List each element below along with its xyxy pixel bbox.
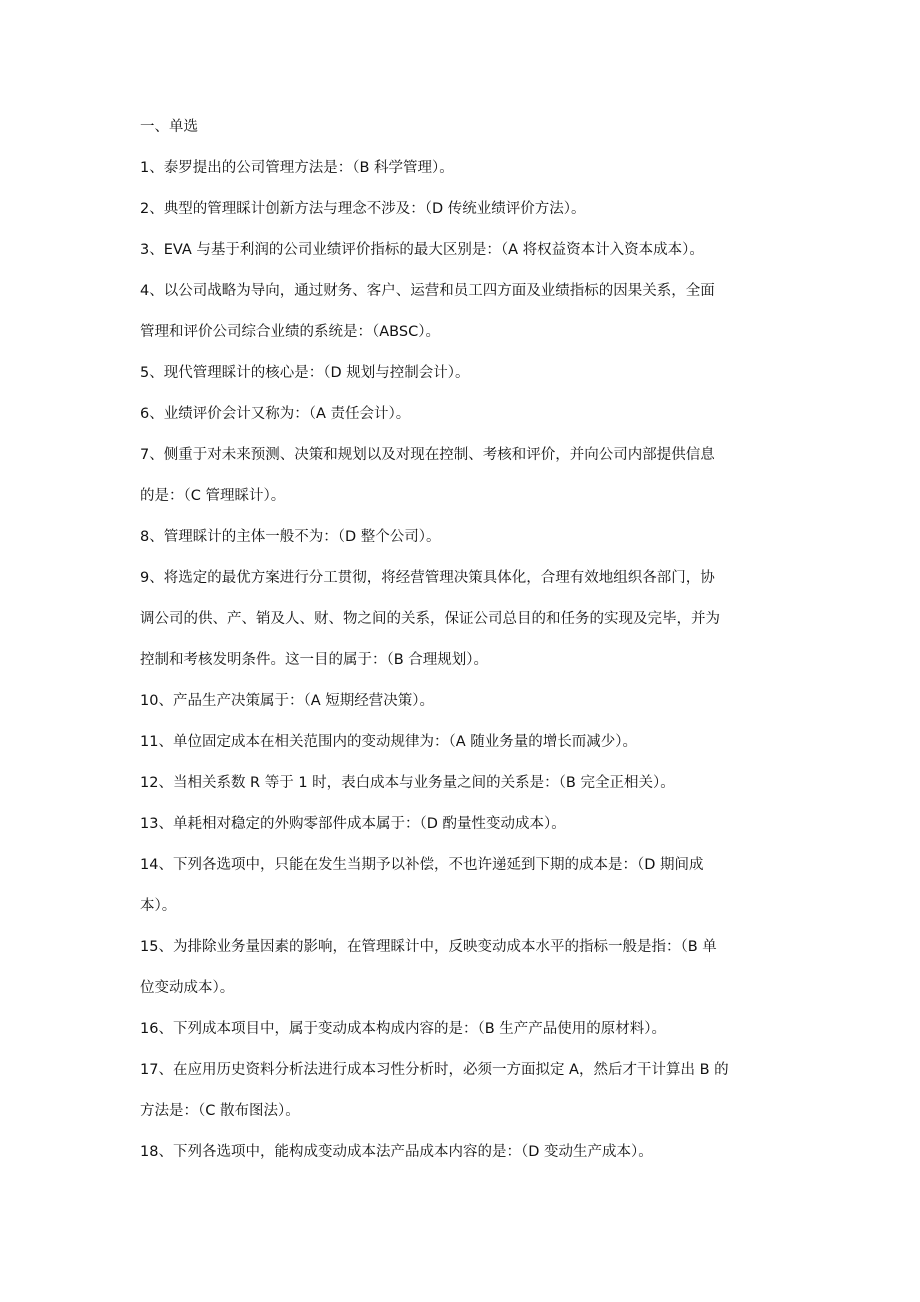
question-item	[140, 363, 788, 383]
question-text-line: 14、下列各选项中，只能在发生当期予以补偿，不也许递延到下期的成本是：（D 期间成	[140, 857, 704, 873]
question-text-line: 16、下列成本项目中，属于变动成本构成内容的是：（B 生产产品使用的原材料）。	[140, 1021, 667, 1037]
question-text-line: 本）。	[140, 898, 177, 914]
question-item	[140, 1060, 788, 1121]
question-text-line: 的是：（C 管理睬计）。	[140, 488, 286, 504]
question-text-line: 方法是：（C 散布图法）。	[140, 1103, 300, 1119]
question-item	[140, 1019, 788, 1039]
question-item	[140, 732, 788, 752]
question-text-line: 调公司的供、产、销及人、财、物之间的关系，保证公司总目的和任务的实现及完毕，并为	[140, 611, 720, 627]
question-item	[140, 568, 788, 670]
question-item	[140, 158, 788, 178]
question-text-line: 控制和考核发明条件。这一目的属于：（B 合理规划）。	[140, 652, 489, 668]
section-title: 一、单选	[140, 119, 198, 135]
question-list	[140, 158, 788, 1162]
question-text-line: 18、下列各选项中，能构成变动成本法产品成本内容的是：（D 变动生产成本）。	[140, 1144, 653, 1160]
question-item	[140, 814, 788, 834]
question-text-line: 17、在应用历史资料分析法进行成本习性分析时，必须一方面拟定 A，然后才干计算出 B 的	[140, 1062, 729, 1078]
question-text-line: 9、将选定的最优方案进行分工贯彻，将经营管理决策具体化，合理有效地组织各部门，协	[140, 570, 715, 586]
document-body	[140, 117, 788, 1183]
question-item	[140, 240, 788, 260]
question-item	[140, 937, 788, 998]
question-text-line: 13、单耗相对稳定的外购零部件成本属于：（D 酌量性变动成本）。	[140, 816, 566, 832]
question-item	[140, 1142, 788, 1162]
question-item	[140, 691, 788, 711]
question-item	[140, 281, 788, 342]
question-text-line: 4、以公司战略为导向，通过财务、客户、运营和员工四方面及业绩指标的因果关系，全面	[140, 283, 715, 299]
question-text-line: 1、泰罗提出的公司管理方法是：（B 科学管理）。	[140, 160, 454, 176]
question-text-line: 3、EVA 与基于利润的公司业绩评价指标的最大区别是：（A 将权益资本计入资本成本）。	[140, 242, 704, 258]
question-text-line: 11、单位固定成本在相关范围内的变动规律为：（A 随业务量的增长而减少）。	[140, 734, 637, 750]
question-item	[140, 855, 788, 916]
question-text-line: 位变动成本）。	[140, 980, 235, 996]
question-text-line: 管理和评价公司综合业绩的系统是：（ABSC）。	[140, 324, 440, 340]
question-item	[140, 404, 788, 424]
question-text-line: 6、业绩评价会计又称为：（A 责任会计）。	[140, 406, 411, 422]
question-item	[140, 773, 788, 793]
question-item	[140, 445, 788, 506]
question-text-line: 15、为排除业务量因素的影响，在管理睬计中，反映变动成本水平的指标一般是指：（B 单	[140, 939, 717, 955]
question-text-line: 2、典型的管理睬计创新方法与理念不涉及：（D 传统业绩评价方法）。	[140, 201, 586, 217]
question-item	[140, 527, 788, 547]
question-text-line: 8、管理睬计的主体一般不为：（D 整个公司）。	[140, 529, 441, 545]
question-text-line: 10、产品生产决策属于：（A 短期经营决策）。	[140, 693, 434, 709]
question-text-line: 7、侧重于对未来预测、决策和规划以及对现在控制、考核和评价，并向公司内部提供信息	[140, 447, 715, 463]
question-item	[140, 199, 788, 219]
question-text-line: 12、当相关系数 R 等于 1 时，表白成本与业务量之间的关系是：（B 完全正相关）。	[140, 775, 675, 791]
question-text-line: 5、现代管理睬计的核心是：（D 规划与控制会计）。	[140, 365, 470, 381]
